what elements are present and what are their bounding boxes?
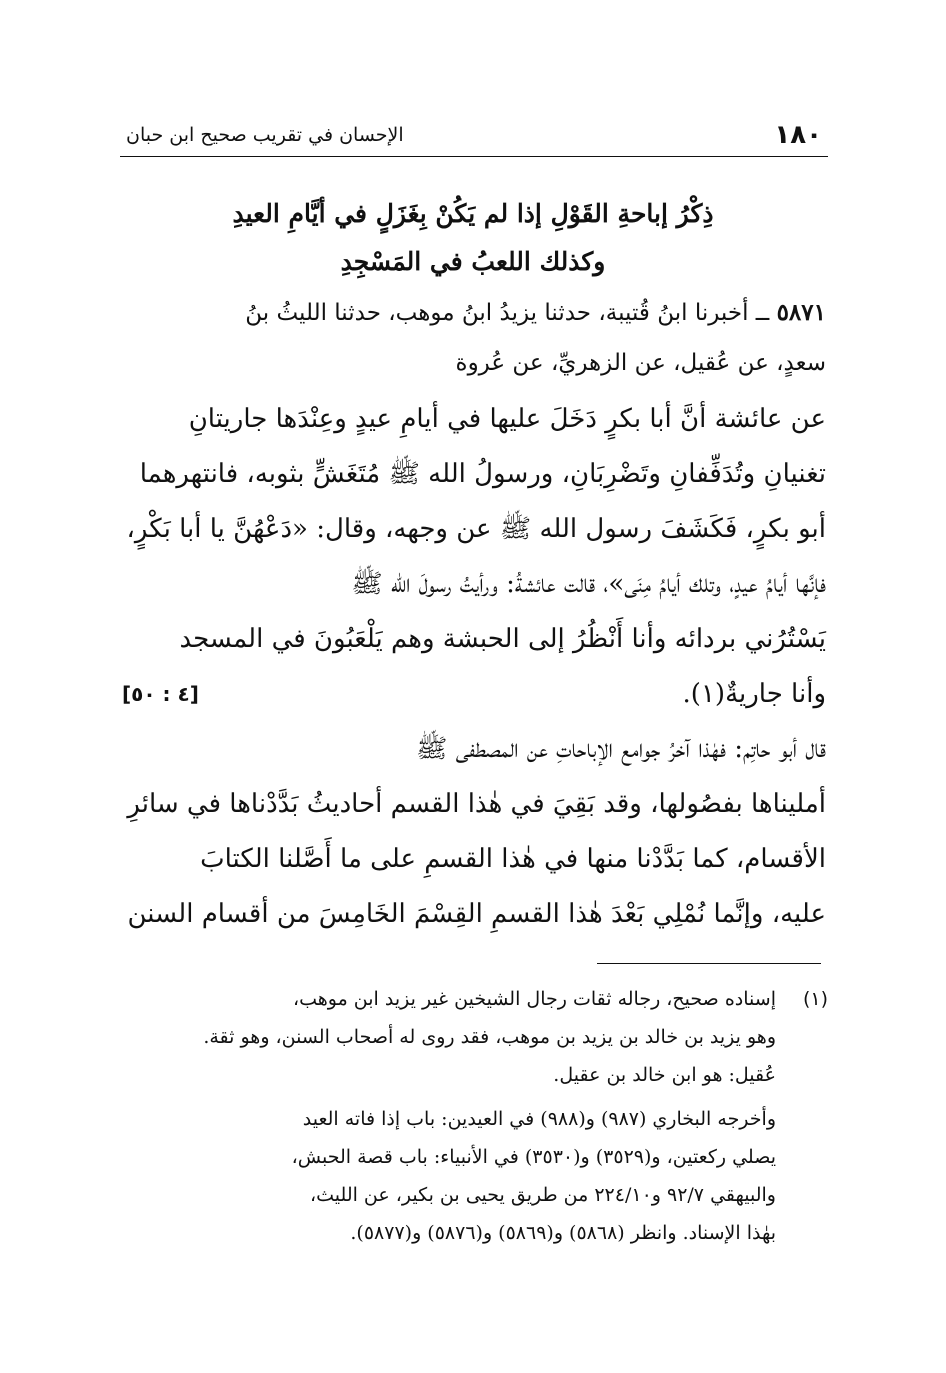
isnad-line-2: سعدٍ، عن عُقيل، عن الزهريِّ، عن عُروة: [455, 350, 826, 376]
footnote-line: والبيهقي ٩٢/٧ و٢٢٤/١٠ من طريق يحيى بن بكير، عن الليث،: [310, 1184, 776, 1206]
footnote-line: عُقيل: هو ابن خالد بن عقيل.: [553, 1064, 776, 1086]
footnote-line: وهو يزيد بن خالد بن يزيد بن موهب، فقد روى له أصحاب السنن، وهو ثقة.: [203, 1026, 776, 1048]
isnad-line-1: [118, 288, 826, 338]
chapter-heading-line-2: وكذلك اللعبُ في المَسْجِدِ: [340, 247, 606, 276]
footnote-divider: [597, 963, 821, 964]
matn-line: أبو بكرٍ، فَكَشَفَ رسول الله ﷺ عن وجهه، وقال: «دَعْهُنَّ يا أبا بَكْرٍ،: [126, 514, 826, 544]
footnote-line: يصلي ركعتين، و(٣٥٢٩) و(٣٥٣٠) في الأنبياء: باب قصة الحبش،: [291, 1146, 776, 1168]
commentary-line: أمليناها بفصُولها، وقد بَقِيَ في هٰذا القسم أحاديثُ بَدَّدْناها في سائرِ: [127, 789, 826, 819]
footnote-1: [118, 980, 828, 1094]
footnotes: [118, 980, 828, 1252]
footnote-line: إسناده صحيح، رجاله ثقات رجال الشيخين غير يزيد ابن موهب،: [292, 988, 776, 1010]
running-title: الإحسان في تقريب صحيح ابن حبان: [126, 124, 404, 146]
hadith-reference: [٤ : ٥٠]: [122, 682, 199, 706]
matn-line: فإنَّها أيامُ عيدٍ، وتلك أيامُ مِنَى»، قالت عائشةُ: ورأيتُ رسولَ الله ﷺ: [351, 569, 826, 599]
commentary-line: عليه، وإنَّما نُمْلِي بَعْدَ هٰذا القسمِ القِسْمَ الخَامِسَ من أقسام السنن: [127, 899, 826, 929]
matn-line: يَسْتُرُني بردائه وأنا أَنْظُرُ إلى الحبشة وهم يَلْعَبُونَ في المسجد: [179, 624, 826, 654]
hadith-matn: [118, 392, 826, 722]
commentary-paragraph: [118, 722, 826, 942]
commentary-line: قال أبو حاتِم: فهٰذا آخرُ جوامع الإباحاتِ عن المصطفى ﷺ: [416, 734, 826, 764]
page-header: [120, 120, 828, 157]
matn-last-line: [118, 667, 826, 722]
hadith-isnad: [118, 288, 826, 388]
matn-line: عن عائشة أنَّ أبا بكرٍ دَخَلَ عليها في أيامِ عيدٍ وعِنْدَها جاريتانِ: [188, 404, 826, 434]
chapter-heading: [130, 190, 816, 286]
commentary-line: الأقسام، كما بَدَّدْنا منها في هٰذا القسمِ على ما أَصَّلنا الكتابَ: [200, 844, 826, 874]
footnote-line: وأخرجه البخاري (٩٨٧) و(٩٨٨) في العيدين: باب إذا فاته العيد: [302, 1108, 776, 1130]
footnote-marker: (١): [802, 988, 828, 1010]
isnad-text-1: ــ أخبرنا ابنُ قُتيبة، حدثنا يزيدُ ابنُ موهب، حدثنا الليثُ بنُ: [245, 300, 770, 326]
matn-line: وأنا جاريةٌ(١).: [682, 679, 826, 709]
footnote-1-continued: [118, 1100, 828, 1252]
hadith-number: ٥٨٧١: [776, 299, 826, 326]
page-number: ١٨٠: [774, 120, 822, 150]
footnote-line: بهٰذا الإسناد. وانظر (٥٨٦٨) و(٥٨٦٩) و(٥٨٧٦) و(٥٨٧٧).: [350, 1222, 776, 1244]
chapter-heading-line-1: ذِكْرُ إباحةِ القَوْلِ إذا لم يَكُنْ بِغَزَلٍ في أيَّامِ العيدِ: [232, 199, 714, 228]
matn-line: تغنيانِ وتُدَفِّفانِ وتَضْرِبَانِ، ورسولُ الله ﷺ مُتَغَشٍّ بثوبه، فانتهرهما: [139, 459, 826, 489]
